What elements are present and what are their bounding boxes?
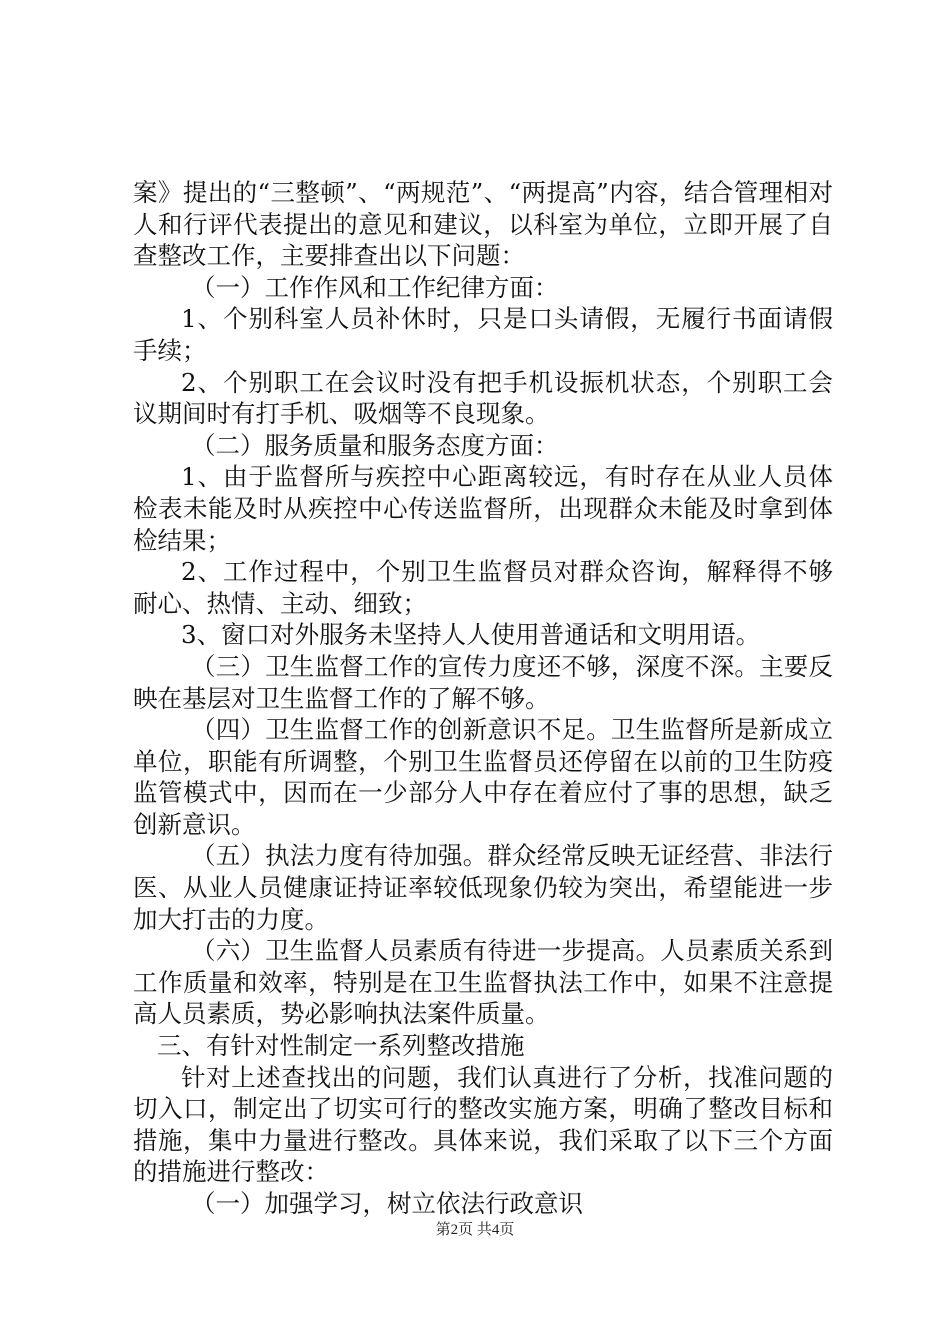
paragraph-innovation-issue: （四）卫生监督工作的创新意识不足。卫生监督所是新成立单位，职能有所调整，个别卫生监督员还停留在以前的卫生防疫监管模式中，因而在一少部分人中存在着应付了事的思想，缺乏创新意识。 <box>133 715 833 839</box>
paragraph-consult-issue: 2、工作过程中，个别卫生监督员对群众咨询，解释得不够耐心、热情、主动、细致； <box>133 557 833 618</box>
paragraph-leave-issue: 1、个别科室人员补休时，只是口头请假，无履行书面请假手续； <box>133 304 833 365</box>
paragraph-measures-intro: 针对上述查找出的问题，我们认真进行了分析，找准问题的切入口，制定出了切实可行的整改实施方案，明确了整改目标和措施，集中力量进行整改。具体来说，我们采取了以下三个方面的措施进行整改： <box>133 1062 833 1187</box>
page-number-footer: 第2页 共4页 <box>435 1222 515 1238</box>
paragraph-distance-issue: 1、由于监督所与疾控中心距离较远，有时存在从业人员体检表未能及时从疾控中心传送监督所，出现群众未能及时拿到体检结果； <box>133 462 833 555</box>
heading-service-quality: （二）服务质量和服务态度方面： <box>191 430 559 460</box>
paragraph-intro: 案》提出的“三整顿”、“两规范”、“两提高”内容，结合管理相对人和行评代表提出的意见和建议，以科室为单位，立即开展了自查整改工作，主要排查出以下问题： <box>133 178 833 271</box>
paragraph-enforcement-issue: （五）执法力度有待加强。群众经常反映无证经营、非法行医、从业人员健康证持证率较低现象仍较为突出，希望能进一步加大打击的力度。 <box>133 841 833 934</box>
paragraph-publicity-issue: （三）卫生监督工作的宣传力度还不够，深度不深。主要反映在基层对卫生监督工作的了解不够。 <box>133 651 833 713</box>
document-body <box>133 177 833 1220</box>
paragraph-window-issue: 3、窗口对外服务未坚持人人使用普通话和文明用语。 <box>181 620 761 650</box>
heading-work-style: （一）工作作风和工作纪律方面： <box>191 272 559 302</box>
section-heading-measures: 三、有针对性制定一系列整改措施 <box>157 1031 525 1061</box>
paragraph-quality-issue: （六）卫生监督人员素质有待进一步提高。人员素质关系到工作质量和效率，特别是在卫生监督执法工作中，如果不注意提高人员素质，势必影响执法案件质量。 <box>133 936 833 1029</box>
heading-study: （一）加强学习，树立依法行政意识 <box>191 1189 583 1218</box>
paragraph-meeting-issue: 2、个别职工在会议时没有把手机设振机状态，个别职工会议期间时有打手机、吸烟等不良现象。 <box>133 367 833 429</box>
